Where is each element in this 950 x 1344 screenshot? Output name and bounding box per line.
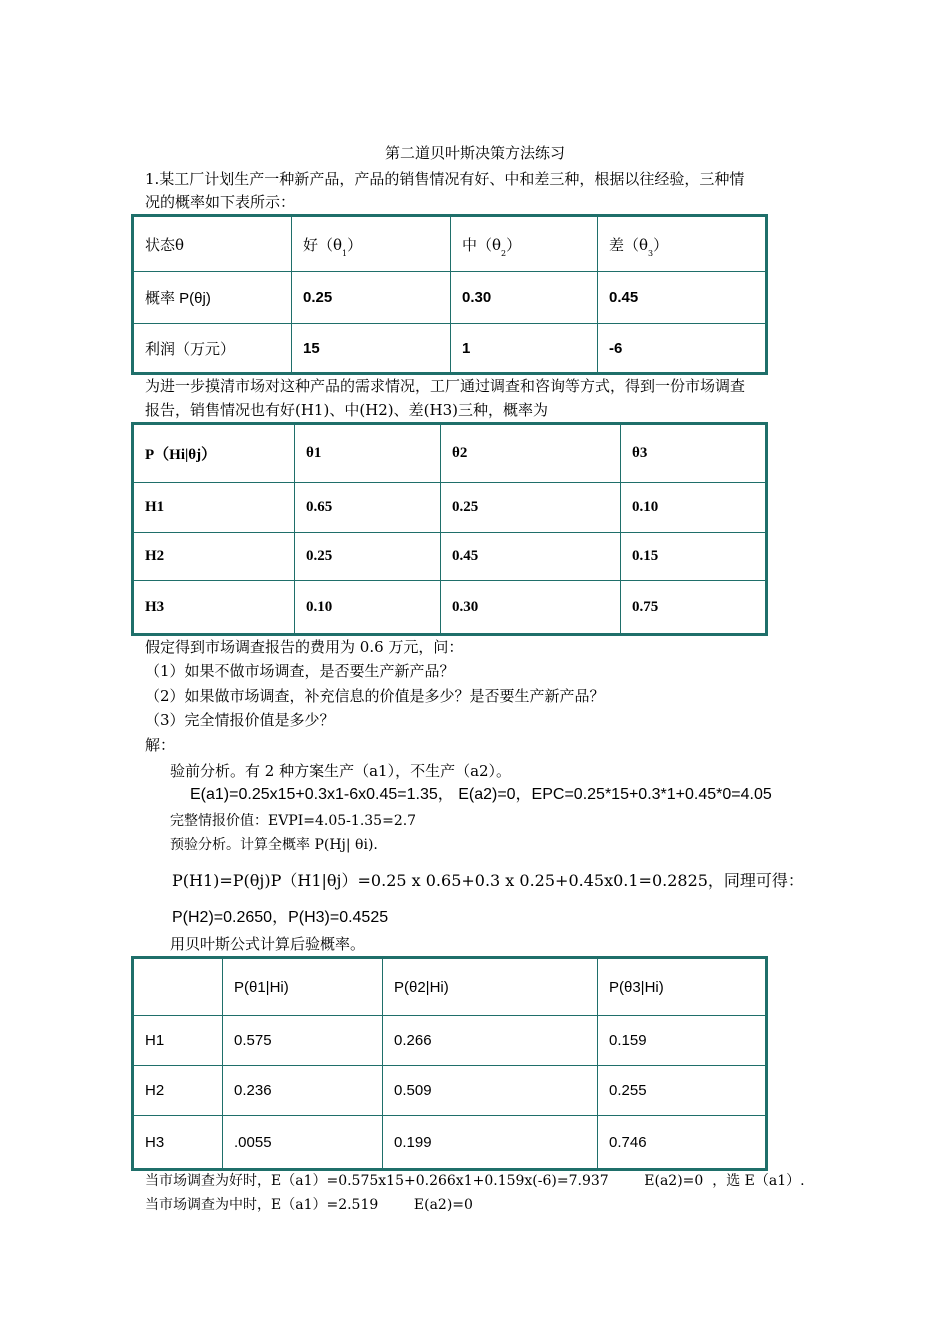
solution-label: 解： [145,736,176,754]
table-cell: 0.236 [223,1066,383,1116]
table-header-cell: θ2 [441,424,621,483]
table-header-cell: P（Hi|θj） [133,424,295,483]
table-cell: 0.255 [598,1066,767,1116]
table-row [133,958,767,1016]
table-cell: 0.509 [383,1066,598,1116]
table-cell: 0.45 [441,533,621,581]
table-cell: 0.746 [598,1116,767,1170]
expected-values: E(a1)=0.25x15+0.3x1-6x0.45=1.35， E(a2)=0，EPC=0.25*15+0.3*1+0.45*0=4.05 [190,786,772,803]
survey-line-1: 为进一步摸清市场对这种产品的需求情况，工厂通过调查和咨询等方式，得到一份市场调查 [145,377,746,395]
table-cell: 0.199 [383,1116,598,1170]
table-cell: 0.575 [223,1016,383,1066]
table-cell: 0.15 [621,533,767,581]
table-cell: 0.159 [598,1016,767,1066]
table-header-cell: P(θ2|Hi) [383,958,598,1016]
table-header-cell: 状态θ [133,216,292,272]
question-cost: 假定得到市场调查报告的费用为 0.6 万元，问： [145,638,464,656]
bayes-formula-note: 用贝叶斯公式计算后验概率。 [170,935,366,953]
table-row [133,1066,767,1116]
evpi-line: 完整情报价值：EVPI=4.05-1.35=2.7 [170,813,417,829]
table-cell: H2 [133,1066,223,1116]
table-row [133,424,767,483]
table-header-cell: P(θ1|Hi) [223,958,383,1016]
table-cell: 0.10 [621,483,767,533]
table-cell: 0.65 [295,483,441,533]
table-cell: 0.10 [295,581,441,635]
table-cell: 0.25 [441,483,621,533]
table-cell: H1 [133,483,295,533]
table-row [133,216,767,272]
posterior-probability-table [131,956,768,1171]
table-cell: 0.25 [292,272,451,324]
table-header-cell: 差$(\theta_3)$ [598,216,767,272]
table-header-cell [133,958,223,1016]
table-cell: -6 [598,324,767,374]
table-cell: 0.30 [441,581,621,635]
prior-probability-table [131,214,768,375]
table-cell: 15 [292,324,451,374]
table-row [133,272,767,324]
table-cell: 0.45 [598,272,767,324]
table-cell: 利润（万元） [133,324,292,374]
question-1: （1）如果不做市场调查，是否要生产新产品？ [145,662,455,680]
total-probability-h1: P(H1)=P(θj)P（H1|θj）=0.25 x 0.65+0.3 x 0.25+0.45x0.1=0.2825，同理可得： [172,871,804,890]
table-cell: 0.25 [295,533,441,581]
table-cell: 0.75 [621,581,767,635]
table-header-cell: P(θ3|Hi) [598,958,767,1016]
table-row [133,533,767,581]
table-row [133,581,767,635]
table-cell: H3 [133,1116,223,1170]
intro-line-2: 况的概率如下表所示： [145,193,296,211]
prior-analysis: 验前分析。有 2 种方案生产（a1），不生产（a2）。 [170,762,512,780]
intro-line-1: 1.某工厂计划生产一种新产品，产品的销售情况有好、中和差三种，根据以往经验，三种情 [145,170,745,188]
question-2: （2）如果做市场调查，补充信息的价值是多少？是否要生产新产品？ [145,687,605,705]
table-row [133,483,767,533]
table-cell: H2 [133,533,295,581]
table-header-cell: θ1 [295,424,441,483]
survey-line-2: 报告，销售情况也有好(H1)、中(H2)、差(H3)三种，概率为 [145,401,548,419]
table-row [133,1016,767,1066]
table-header-cell: θ3 [621,424,767,483]
likelihood-table [131,422,768,636]
question-3: （3）完全情报价值是多少？ [145,711,335,729]
table-header-cell: 好$(\theta_1)$ [292,216,451,272]
table-cell: 1 [451,324,598,374]
table-cell: H1 [133,1016,223,1066]
table-row [133,1116,767,1170]
table-header-cell: 中$(\theta_2)$ [451,216,598,272]
table-cell: 概率 P(θj) [133,272,292,324]
table-cell: .0055 [223,1116,383,1170]
table-cell: 0.30 [451,272,598,324]
table-cell: H3 [133,581,295,635]
table-row [133,324,767,374]
conclusion-good: 当市场调查为好时，E（a1）=0.575x15+0.266x1+0.159x(-6)=7.937 E(a2)=0 ，选 E（a1）. [145,1173,805,1189]
conclusion-medium: 当市场调查为中时，E（a1）=2.519 E(a2)=0 [145,1197,473,1213]
total-probability-h2-h3: P(H2)=0.2650，P(H3)=0.4525 [172,909,389,926]
preposterior-analysis: 预验分析。计算全概率 P(Hj| θi). [170,837,378,853]
table-cell: 0.266 [383,1016,598,1066]
page-title: 第二道贝叶斯决策方法练习 [385,144,566,162]
